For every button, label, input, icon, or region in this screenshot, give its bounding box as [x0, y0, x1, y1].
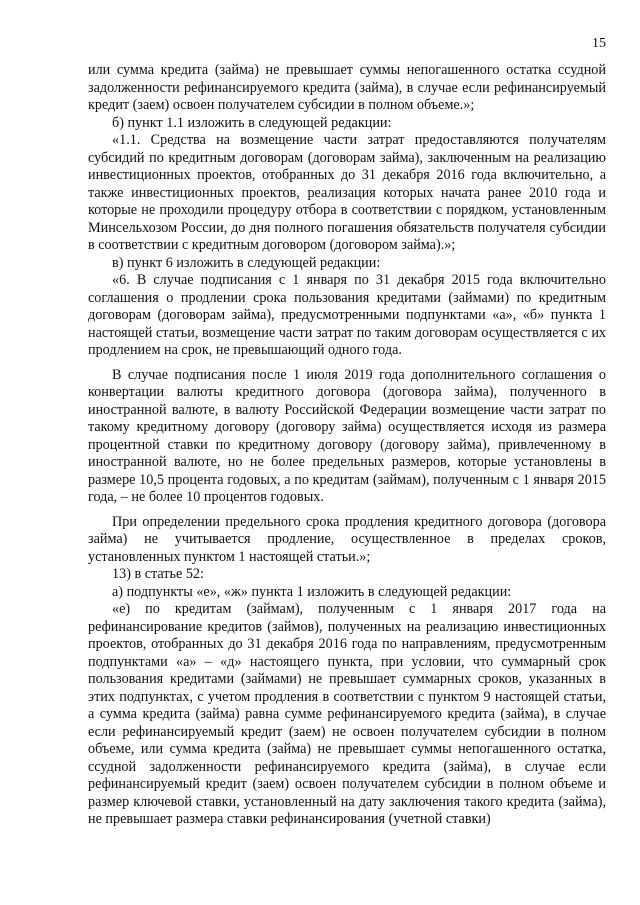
document-body — [88, 62, 606, 829]
paragraph-9: а) подпункты «е», «ж» пункта 1 изложить в следующей редакции: — [112, 583, 512, 600]
paragraph-8: 13) в статье 52: — [112, 566, 204, 582]
paragraph-10: «е) по кредитам (займам), полученным с 1 января 2017 года на рефинансирование кредитов (займов), полученных на реализацию инвестиционных проектов, отобранных до 31 декабря 2016 года по направлениям, предусмотренным подпунктами «а» – «д» настоящего пункта, при условии, что суммарный срок пользования кредитами (займами) не превышает суммарных сроков, указанных в этих подпунктах, с учетом продления в соответствии с пунктом 9 настоящей статьи, а сумма кредита (займа) равна сумме рефинансируемого кредита (займа), в случае если рефинансируемый кредит (заем) не освоен получателем субсидии в полном объеме, или сумма кредита (займа) не превышает суммы непогашенного остатка, ссудной задолженности рефинансируемого кредита (займа), в случае если рефинансируемый кредит (заем) освоен получателем субсидии в полном объеме и размер ключевой ставки, установленный на дату заключения такого кредита (займа), не превышает размера ставки рефинансирования (учетной ставки) — [88, 601, 606, 827]
paragraph-7: При определении предельного срока продления кредитного договора (договора займа) не учитывается продление, осуществленное в пределах сроков, установленных пунктом 1 настоящей статьи.»; — [88, 513, 606, 565]
paragraph-3: «1.1. Средства на возмещение части затрат предоставляются получателям субсидий по кредитным договорам (договорам займа), заключенным на реализацию инвестиционных проектов, отобранных до 31 декабря 2016 года включительно, а также инвестиционных проектов, реализация которых начата ранее 2010 года и которые не проходили процедуру отбора в соответствии с порядком, установленным Минсельхозом России, до дня полного погашения обязательств получателя субсидии в соответствии с кредитным договором (договором займа).»; — [88, 132, 606, 253]
paragraph-5: «6. В случае подписания с 1 января по 31 декабря 2015 года включительно соглашения о продлении срока пользования кредитами (займами) по кредитным договорам (договорам займа), предусмотренными подпунктами «а», «б» пункта 1 настоящей статьи, возмещение части затрат по таким договорам осуществляется с их продлением на срок, не превышающий одного года. — [88, 272, 606, 358]
paragraph-2: б) пункт 1.1 изложить в следующей редакции: — [112, 114, 392, 131]
page-number: 15 — [592, 36, 606, 51]
paragraph-6: В случае подписания после 1 июля 2019 года дополнительного соглашения о конвертации валюты кредитного договора (договора займа), полученного в иностранной валюте, в валюту Российской Федерации возмещение части затрат по такому кредитному договору (договору займа) осуществляется исходя из размера процентной ставки по кредитному договору (договору займа), привлеченному в иностранной валюте, но не более предельных размеров, которые установлены в размере 10,5 процента годовых, а по кредитам (займам), полученным с 1 января 2015 года, – не более 10 процентов годовых. — [88, 366, 606, 505]
paragraph-1: или сумма кредита (займа) не превышает суммы непогашенного остатка ссудной задолженности рефинансируемого кредита (займа), в случае если рефинансируемый кредит (заем) освоен получателем субсидии в полном объеме.»; — [88, 62, 606, 113]
paragraph-4: в) пункт 6 изложить в следующей редакции: — [112, 254, 381, 271]
